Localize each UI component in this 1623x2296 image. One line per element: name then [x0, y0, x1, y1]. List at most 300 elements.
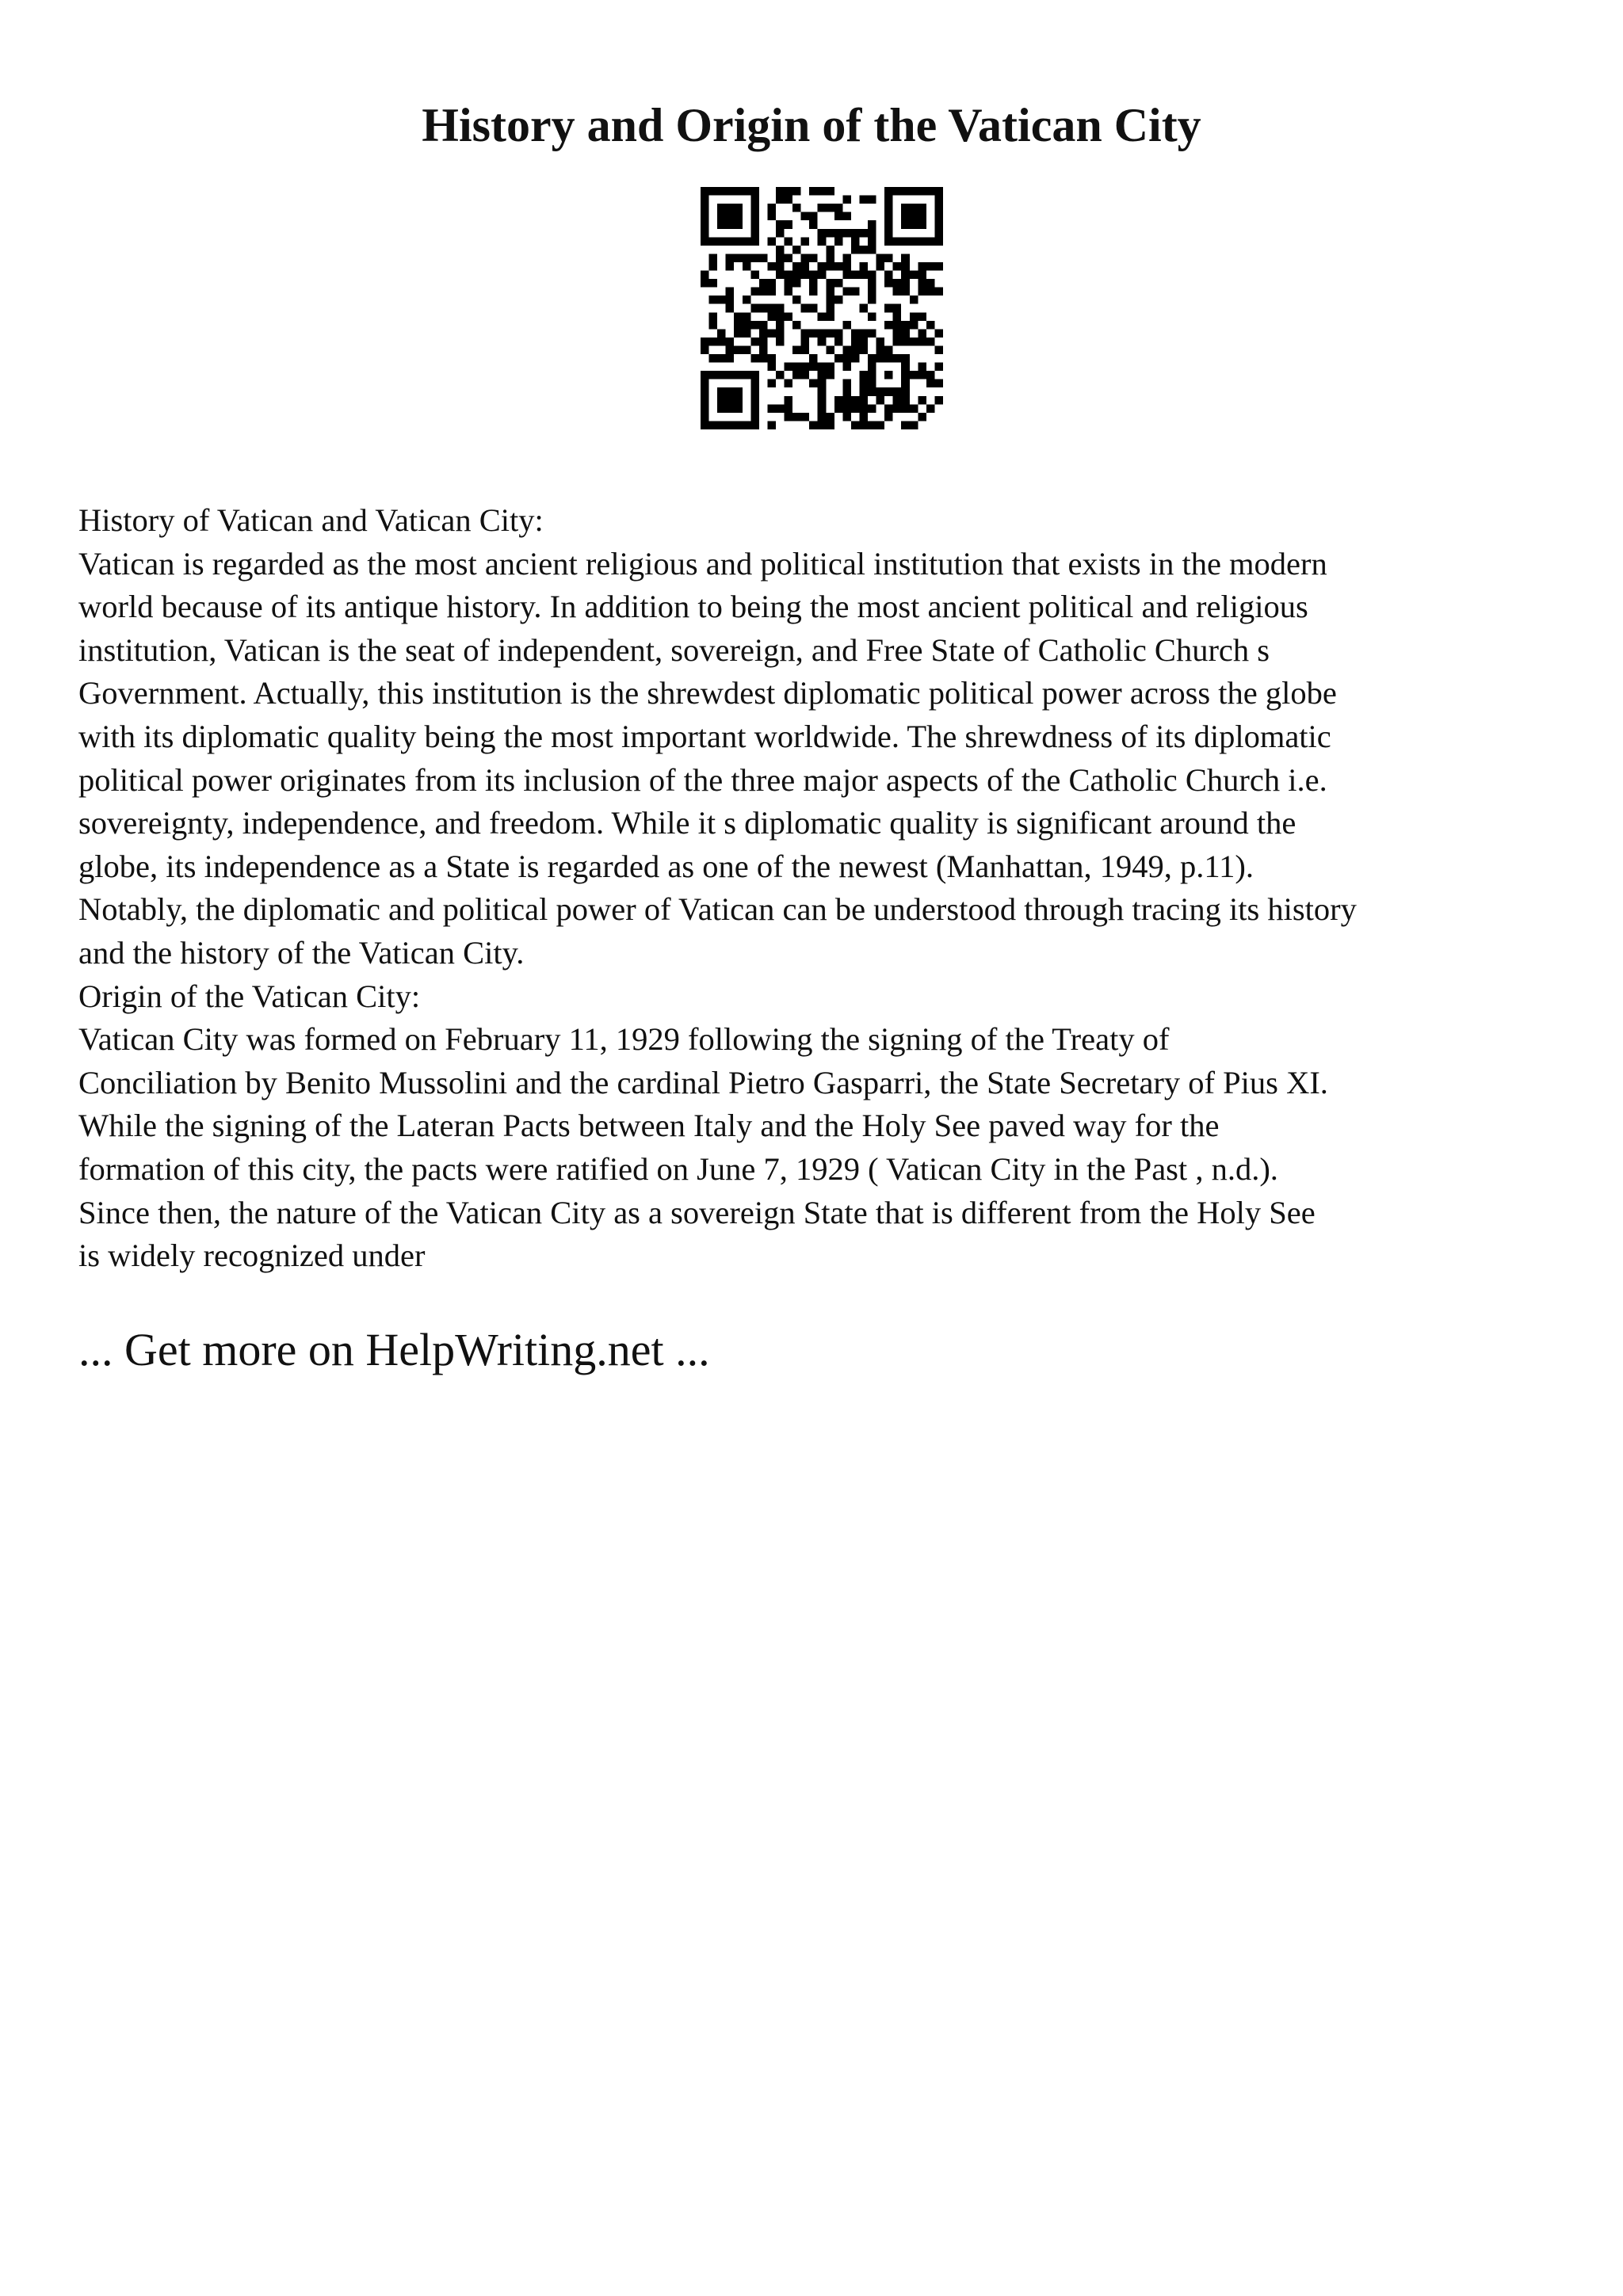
- qr-module: [901, 237, 910, 246]
- qr-module: [926, 262, 935, 271]
- qr-module: [743, 371, 751, 379]
- qr-module: [834, 229, 843, 238]
- qr-module: [901, 279, 910, 288]
- qr-module: [701, 187, 709, 196]
- qr-module: [767, 363, 776, 372]
- qr-module: [809, 220, 818, 229]
- qr-module: [776, 338, 785, 346]
- qr-module: [918, 413, 926, 421]
- qr-module: [910, 421, 918, 429]
- qr-module: [826, 288, 834, 296]
- qr-module: [809, 279, 818, 288]
- qr-module: [926, 379, 935, 388]
- qr-module: [884, 237, 893, 246]
- qr-module: [809, 288, 818, 296]
- qr-module: [701, 413, 709, 421]
- qr-module: [726, 204, 735, 212]
- qr-module: [868, 387, 876, 396]
- page-title: History and Origin of the Vatican City: [422, 99, 1201, 151]
- qr-module: [926, 237, 935, 246]
- qr-module: [785, 379, 793, 388]
- qr-module: [792, 262, 801, 271]
- qr-module: [701, 271, 709, 280]
- qr-module: [934, 345, 943, 354]
- qr-module: [901, 363, 910, 372]
- qr-module: [859, 371, 868, 379]
- qr-module: [826, 345, 834, 354]
- qr-module: [818, 338, 827, 346]
- qr-module: [743, 187, 751, 196]
- qr-module: [759, 304, 768, 313]
- qr-module: [776, 329, 785, 338]
- qr-module: [717, 204, 726, 212]
- qr-module: [876, 338, 885, 346]
- qr-module: [776, 312, 785, 321]
- qr-module: [842, 387, 851, 396]
- qr-module: [859, 271, 868, 280]
- qr-module: [709, 237, 718, 246]
- qr-module: [743, 421, 751, 429]
- qr-module: [893, 338, 902, 346]
- qr-module: [726, 304, 735, 313]
- qr-module: [893, 288, 902, 296]
- qr-module: [709, 354, 718, 363]
- qr-module: [901, 371, 910, 379]
- qr-module: [918, 212, 926, 221]
- qr-module: [918, 312, 926, 321]
- qr-module: [734, 387, 743, 396]
- qr-module: [826, 371, 834, 379]
- qr-module: [734, 345, 743, 354]
- qr-module: [901, 288, 910, 296]
- qr-module: [893, 312, 902, 321]
- qr-module: [868, 371, 876, 379]
- qr-module: [743, 254, 751, 262]
- qr-module: [926, 279, 935, 288]
- qr-module: [809, 354, 818, 363]
- qr-module: [709, 262, 718, 271]
- qr-module: [834, 212, 843, 221]
- qr-module: [743, 321, 751, 330]
- qr-module: [818, 371, 827, 379]
- qr-module: [918, 204, 926, 212]
- qr-code-icon: [701, 187, 943, 429]
- qr-module: [767, 421, 776, 429]
- qr-module: [910, 338, 918, 346]
- qr-module: [842, 254, 851, 262]
- qr-module: [734, 396, 743, 405]
- qr-module: [750, 387, 759, 396]
- qr-module: [785, 279, 793, 288]
- qr-module: [743, 345, 751, 354]
- qr-module: [776, 196, 785, 204]
- qr-module: [934, 379, 943, 388]
- body-line: formation of this city, the pacts were ratified on June 7, 1929 ( Vatican City in the Past , n.d.).: [78, 1150, 1278, 1187]
- qr-module: [717, 329, 726, 338]
- qr-module: [926, 187, 935, 196]
- qr-module: [701, 396, 709, 405]
- qr-module: [910, 404, 918, 413]
- qr-module: [859, 404, 868, 413]
- qr-module: [884, 387, 893, 396]
- qr-module: [910, 220, 918, 229]
- qr-module: [750, 288, 759, 296]
- qr-module: [818, 363, 827, 372]
- qr-module: [717, 387, 726, 396]
- qr-module: [750, 354, 759, 363]
- qr-module: [701, 421, 709, 429]
- qr-module: [750, 220, 759, 229]
- qr-module: [842, 229, 851, 238]
- qr-module: [709, 312, 718, 321]
- qr-module: [809, 271, 818, 280]
- qr-module: [818, 262, 827, 271]
- qr-module: [785, 404, 793, 413]
- body-line: Notably, the diplomatic and political power of Vatican can be understood through tracing its history: [78, 891, 1357, 928]
- qr-module: [901, 379, 910, 388]
- qr-module: [910, 187, 918, 196]
- qr-module: [901, 354, 910, 363]
- qr-module: [818, 387, 827, 396]
- qr-module: [776, 229, 785, 238]
- qr-module: [709, 321, 718, 330]
- qr-module: [801, 304, 810, 313]
- qr-module: [893, 354, 902, 363]
- qr-module: [842, 262, 851, 271]
- qr-module: [726, 345, 735, 354]
- qr-module: [701, 379, 709, 388]
- qr-module: [826, 363, 834, 372]
- qr-module: [785, 196, 793, 204]
- qr-module: [893, 321, 902, 330]
- qr-module: [801, 371, 810, 379]
- qr-module: [750, 204, 759, 212]
- qr-module: [809, 363, 818, 372]
- qr-module: [868, 271, 876, 280]
- qr-module: [734, 220, 743, 229]
- qr-module: [918, 363, 926, 372]
- qr-module: [893, 404, 902, 413]
- qr-module: [734, 237, 743, 246]
- qr-module: [801, 345, 810, 354]
- qr-module: [809, 421, 818, 429]
- qr-module: [842, 363, 851, 372]
- body-line: Government. Actually, this institution is the shrewdest diplomatic political power across the globe: [78, 675, 1337, 711]
- qr-module: [726, 220, 735, 229]
- qr-module: [726, 421, 735, 429]
- qr-module: [818, 396, 827, 405]
- qr-module: [851, 345, 860, 354]
- qr-module: [809, 379, 818, 388]
- qr-module: [750, 404, 759, 413]
- qr-module: [851, 338, 860, 346]
- qr-module: [842, 396, 851, 405]
- qr-module: [884, 371, 893, 379]
- qr-module: [834, 354, 843, 363]
- qr-module: [876, 421, 885, 429]
- qr-module: [851, 421, 860, 429]
- qr-module: [726, 404, 735, 413]
- qr-module: [785, 363, 793, 372]
- qr-module: [809, 329, 818, 338]
- qr-module: [709, 279, 718, 288]
- qr-module: [734, 187, 743, 196]
- body-line: Conciliation by Benito Mussolini and the cardinal Pietro Gasparri, the State Secretary of Pius XI.: [78, 1064, 1328, 1100]
- qr-module: [842, 354, 851, 363]
- qr-module: [801, 329, 810, 338]
- body-line: with its diplomatic quality being the most important worldwide. The shrewdness of its diplomatic: [78, 718, 1331, 754]
- qr-module: [893, 187, 902, 196]
- section-heading-history: History of Vatican and Vatican City:: [78, 502, 544, 538]
- qr-module: [884, 196, 893, 204]
- qr-module: [901, 387, 910, 396]
- qr-module: [859, 421, 868, 429]
- qr-module: [910, 271, 918, 280]
- qr-module: [709, 254, 718, 262]
- qr-module: [901, 212, 910, 221]
- qr-module: [834, 237, 843, 246]
- qr-module: [743, 329, 751, 338]
- body-line: globe, its independence as a State is regarded as one of the newest (Manhattan, 1949, p.11).: [78, 848, 1254, 884]
- qr-module: [901, 329, 910, 338]
- qr-module: [726, 387, 735, 396]
- qr-module: [750, 196, 759, 204]
- qr-module: [859, 329, 868, 338]
- qr-module: [717, 421, 726, 429]
- qr-module: [785, 413, 793, 421]
- qr-module: [884, 187, 893, 196]
- qr-module: [717, 237, 726, 246]
- qr-module: [734, 312, 743, 321]
- qr-module: [717, 338, 726, 346]
- qr-module: [801, 363, 810, 372]
- qr-module: [767, 304, 776, 313]
- qr-module: [726, 187, 735, 196]
- qr-module: [726, 212, 735, 221]
- qr-module: [818, 237, 827, 246]
- qr-module: [859, 246, 868, 254]
- qr-module: [884, 220, 893, 229]
- qr-module: [901, 254, 910, 262]
- qr-module: [785, 237, 793, 246]
- qr-module: [767, 237, 776, 246]
- qr-module: [776, 246, 785, 254]
- qr-module: [726, 296, 735, 304]
- qr-module: [893, 262, 902, 271]
- get-more-link[interactable]: ... Get more on HelpWriting.net ...: [78, 1324, 710, 1375]
- qr-module: [726, 288, 735, 296]
- qr-module: [767, 279, 776, 288]
- qr-module: [918, 271, 926, 280]
- qr-module: [709, 421, 718, 429]
- qr-module: [809, 212, 818, 221]
- qr-module: [910, 237, 918, 246]
- qr-module: [750, 304, 759, 313]
- qr-module: [876, 345, 885, 354]
- qr-module: [809, 187, 818, 196]
- qr-module: [785, 271, 793, 280]
- qr-module: [884, 321, 893, 330]
- qr-module: [785, 220, 793, 229]
- qr-module: [934, 196, 943, 204]
- qr-module: [750, 271, 759, 280]
- qr-module: [868, 288, 876, 296]
- qr-module: [701, 237, 709, 246]
- qr-module: [750, 421, 759, 429]
- qr-module: [734, 212, 743, 221]
- qr-module: [926, 404, 935, 413]
- qr-module: [918, 220, 926, 229]
- qr-module: [792, 321, 801, 330]
- qr-module: [901, 220, 910, 229]
- qr-module: [734, 254, 743, 262]
- qr-module: [767, 312, 776, 321]
- qr-module: [801, 413, 810, 421]
- qr-module: [834, 296, 843, 304]
- qr-module: [785, 254, 793, 262]
- qr-module: [893, 279, 902, 288]
- qr-module: [868, 246, 876, 254]
- qr-module: [868, 354, 876, 363]
- qr-module: [767, 204, 776, 212]
- qr-module: [726, 262, 735, 271]
- qr-module: [910, 296, 918, 304]
- qr-module: [701, 220, 709, 229]
- qr-module: [893, 396, 902, 405]
- qr-module: [859, 229, 868, 238]
- qr-module: [701, 371, 709, 379]
- qr-module: [701, 212, 709, 221]
- qr-module: [776, 321, 785, 330]
- qr-module: [842, 271, 851, 280]
- qr-module: [876, 354, 885, 363]
- qr-module: [792, 363, 801, 372]
- qr-module: [851, 271, 860, 280]
- qr-module: [826, 312, 834, 321]
- body-line: and the history of the Vatican City.: [78, 934, 525, 971]
- qr-module: [776, 262, 785, 271]
- qr-module: [734, 329, 743, 338]
- body-line: Since then, the nature of the Vatican City as a sovereign State that is different from the Holy See: [78, 1194, 1316, 1230]
- qr-module: [759, 329, 768, 338]
- qr-module: [726, 396, 735, 405]
- qr-module: [717, 212, 726, 221]
- qr-module: [868, 196, 876, 204]
- qr-module: [934, 237, 943, 246]
- qr-module: [767, 354, 776, 363]
- qr-module: [818, 404, 827, 413]
- qr-module: [851, 329, 860, 338]
- qr-module: [934, 329, 943, 338]
- qr-module: [701, 196, 709, 204]
- qr-module: [834, 262, 843, 271]
- qr-module: [834, 404, 843, 413]
- qr-module: [750, 413, 759, 421]
- qr-module: [750, 338, 759, 346]
- qr-module: [726, 338, 735, 346]
- qr-module: [851, 354, 860, 363]
- qr-module: [767, 329, 776, 338]
- qr-module: [826, 254, 834, 262]
- qr-module: [868, 229, 876, 238]
- qr-module: [901, 187, 910, 196]
- qr-module: [826, 262, 834, 271]
- qr-module: [726, 354, 735, 363]
- qr-module: [809, 254, 818, 262]
- qr-module: [759, 254, 768, 262]
- qr-module: [868, 363, 876, 372]
- qr-module: [826, 296, 834, 304]
- qr-module: [859, 196, 868, 204]
- qr-module: [859, 379, 868, 388]
- body-line: world because of its antique history. In addition to being the most ancient political and religious: [78, 589, 1308, 625]
- qr-module: [734, 204, 743, 212]
- body-line: Vatican is regarded as the most ancient religious and political institution that exists in the modern: [78, 545, 1327, 582]
- qr-module: [918, 187, 926, 196]
- qr-module: [918, 371, 926, 379]
- qr-module: [859, 262, 868, 271]
- qr-module: [701, 338, 709, 346]
- qr-module: [701, 404, 709, 413]
- qr-module: [717, 354, 726, 363]
- qr-module: [759, 279, 768, 288]
- qr-module: [717, 296, 726, 304]
- qr-module: [893, 329, 902, 338]
- qr-module: [842, 413, 851, 421]
- qr-module: [776, 187, 785, 196]
- qr-module: [868, 312, 876, 321]
- qr-module: [809, 304, 818, 313]
- qr-module: [818, 413, 827, 421]
- qr-module: [750, 379, 759, 388]
- qr-module: [743, 296, 751, 304]
- qr-module: [818, 271, 827, 280]
- body-line: political power originates from its inclusion of the three major aspects of the Catholic Church i.e.: [78, 761, 1327, 798]
- qr-module: [934, 212, 943, 221]
- qr-module: [826, 421, 834, 429]
- qr-module: [776, 371, 785, 379]
- body-line: sovereignty, independence, and freedom. While it s diplomatic quality is significant around the: [78, 805, 1296, 841]
- qr-module: [934, 220, 943, 229]
- qr-module: [759, 321, 768, 330]
- qr-module: [901, 421, 910, 429]
- qr-module: [842, 345, 851, 354]
- qr-code-graphic: [701, 187, 943, 429]
- qr-module: [767, 379, 776, 388]
- qr-module: [876, 262, 885, 271]
- qr-module: [750, 396, 759, 405]
- qr-module: [734, 404, 743, 413]
- qr-module: [709, 296, 718, 304]
- qr-module: [918, 329, 926, 338]
- qr-module: [868, 404, 876, 413]
- qr-module: [776, 220, 785, 229]
- qr-module: [818, 312, 827, 321]
- qr-module: [901, 338, 910, 346]
- qr-module: [701, 204, 709, 212]
- qr-module: [818, 187, 827, 196]
- qr-module: [734, 421, 743, 429]
- qr-module: [834, 338, 843, 346]
- qr-module: [884, 204, 893, 212]
- qr-module: [792, 413, 801, 421]
- qr-module: [801, 338, 810, 346]
- qr-module: [910, 321, 918, 330]
- qr-module: [851, 396, 860, 405]
- qr-module: [859, 387, 868, 396]
- qr-module: [750, 229, 759, 238]
- qr-module: [818, 379, 827, 388]
